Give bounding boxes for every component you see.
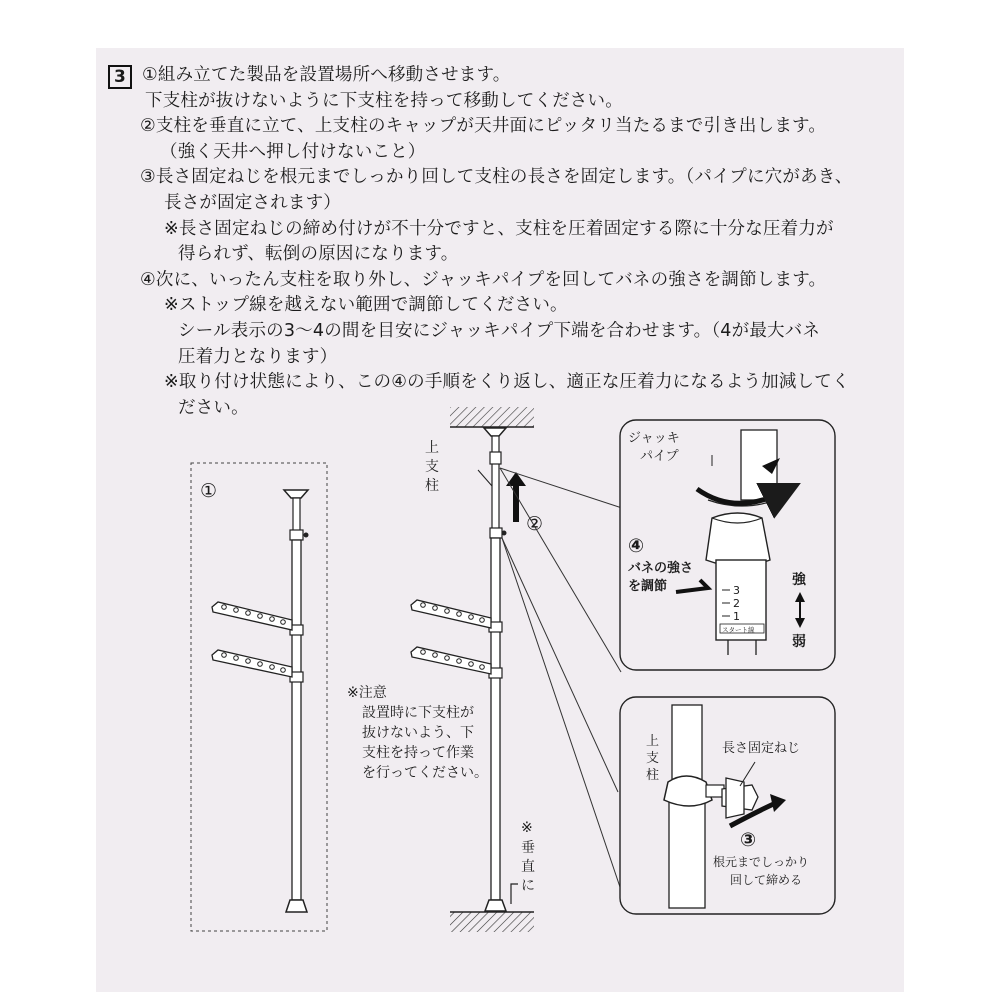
tighten-label: 回して締める bbox=[730, 873, 803, 887]
left-panel bbox=[191, 463, 327, 931]
jack-pipe-label: ジャッキ bbox=[628, 431, 680, 446]
scale-mark: 2 bbox=[733, 597, 740, 610]
detail-upper-pole-label: 柱 bbox=[646, 768, 660, 783]
fixing-screw-label: 長さ固定ねじ bbox=[722, 741, 801, 756]
step-3-marker: ③ bbox=[740, 829, 757, 851]
detail-upper-pole-label: 上 bbox=[646, 734, 660, 749]
note-line: ※取り付け状態により、この④の手順をくり返し、適正な圧着力になるよう加減してく bbox=[164, 372, 850, 393]
scale-mark: 3 bbox=[733, 584, 740, 597]
step-number-badge: 3 bbox=[108, 65, 132, 89]
step-2-marker: ② bbox=[526, 513, 544, 535]
tighten-label: 根元までしっかり bbox=[713, 855, 810, 869]
spring-adjust-label: を調節 bbox=[628, 579, 668, 594]
caution-title: ※注意 bbox=[347, 685, 387, 701]
note-line: 圧着力となります） bbox=[178, 346, 338, 367]
leader-line bbox=[502, 538, 618, 792]
pole-drawing-1 bbox=[212, 490, 309, 912]
upper-pole-label-char: 支 bbox=[425, 459, 439, 475]
instruction-1-text: ①組み立てた製品を設置場所へ移動させます。 bbox=[142, 65, 511, 85]
weak-label: 弱 bbox=[792, 634, 806, 650]
start-line-label: スタート線 bbox=[722, 626, 755, 634]
upper-pole-label-char: 上 bbox=[425, 440, 439, 456]
instruction-line: 下支柱が抜けないように下支柱を持って移動してください。 bbox=[145, 90, 623, 111]
leader-line bbox=[500, 468, 621, 672]
jack-pipe-label: パイプ bbox=[640, 449, 679, 464]
vertical-note bbox=[521, 820, 535, 894]
caution-line: 設置時に下支柱が bbox=[362, 705, 474, 721]
instruction-2-text: ②支柱を垂直に立て、上支柱のキャップが天井面にピッタリ当たるまで引き出します。 bbox=[140, 116, 827, 137]
scale-mark: 1 bbox=[733, 610, 740, 623]
instruction-4-text: ④次に、いったん支柱を取り外し、ジャッキパイプを回してバネの強さを調節します。 bbox=[140, 269, 827, 290]
spring-adjust-label: バネの強さ bbox=[628, 561, 694, 576]
pull-up-arrow bbox=[506, 472, 526, 522]
vertical-note-char: ※ bbox=[521, 820, 533, 836]
vertical-note-char: 直 bbox=[521, 859, 535, 875]
instruction-line: （強く天井へ押し付けないこと） bbox=[160, 141, 426, 162]
note-line: シール表示の3〜4の間を目安にジャッキパイプ下端を合わせます。（4が最大バネ bbox=[178, 320, 821, 341]
right-angle-mark bbox=[511, 884, 518, 904]
step-4-marker: ④ bbox=[628, 535, 645, 557]
caution-line: 支柱を持って作業 bbox=[362, 745, 474, 761]
caution-line: 抜けないよう、下 bbox=[362, 725, 474, 741]
note-line: ※長さ固定ねじの締め付けが不十分ですと、支柱を圧着固定する際に十分な圧着力が bbox=[164, 218, 834, 239]
vertical-note-char: に bbox=[521, 878, 535, 894]
strong-label: 強 bbox=[792, 572, 806, 588]
note-line: ださい。 bbox=[178, 397, 249, 418]
caution-line: を行ってください。 bbox=[362, 765, 488, 781]
vertical-note-char: 垂 bbox=[521, 840, 535, 856]
note-line: 得られず、転倒の原因になります。 bbox=[178, 244, 459, 265]
upper-pole-label-char: 柱 bbox=[425, 478, 439, 494]
leader-line bbox=[502, 538, 621, 890]
detail-upper-pole-label: 支 bbox=[646, 751, 660, 766]
note-line: ※ストップ線を越えない範囲で調節してください。 bbox=[164, 295, 568, 316]
panel-1-label: ① bbox=[200, 480, 218, 502]
instruction-line: 長さが固定されます） bbox=[164, 192, 341, 213]
caution-note bbox=[347, 685, 488, 781]
fixing-screw-detail bbox=[620, 697, 835, 914]
instruction-3-text: ③長さ固定ねじを根元までしっかり回して支柱の長さを固定します。（パイプに穴があき、 bbox=[140, 167, 853, 188]
